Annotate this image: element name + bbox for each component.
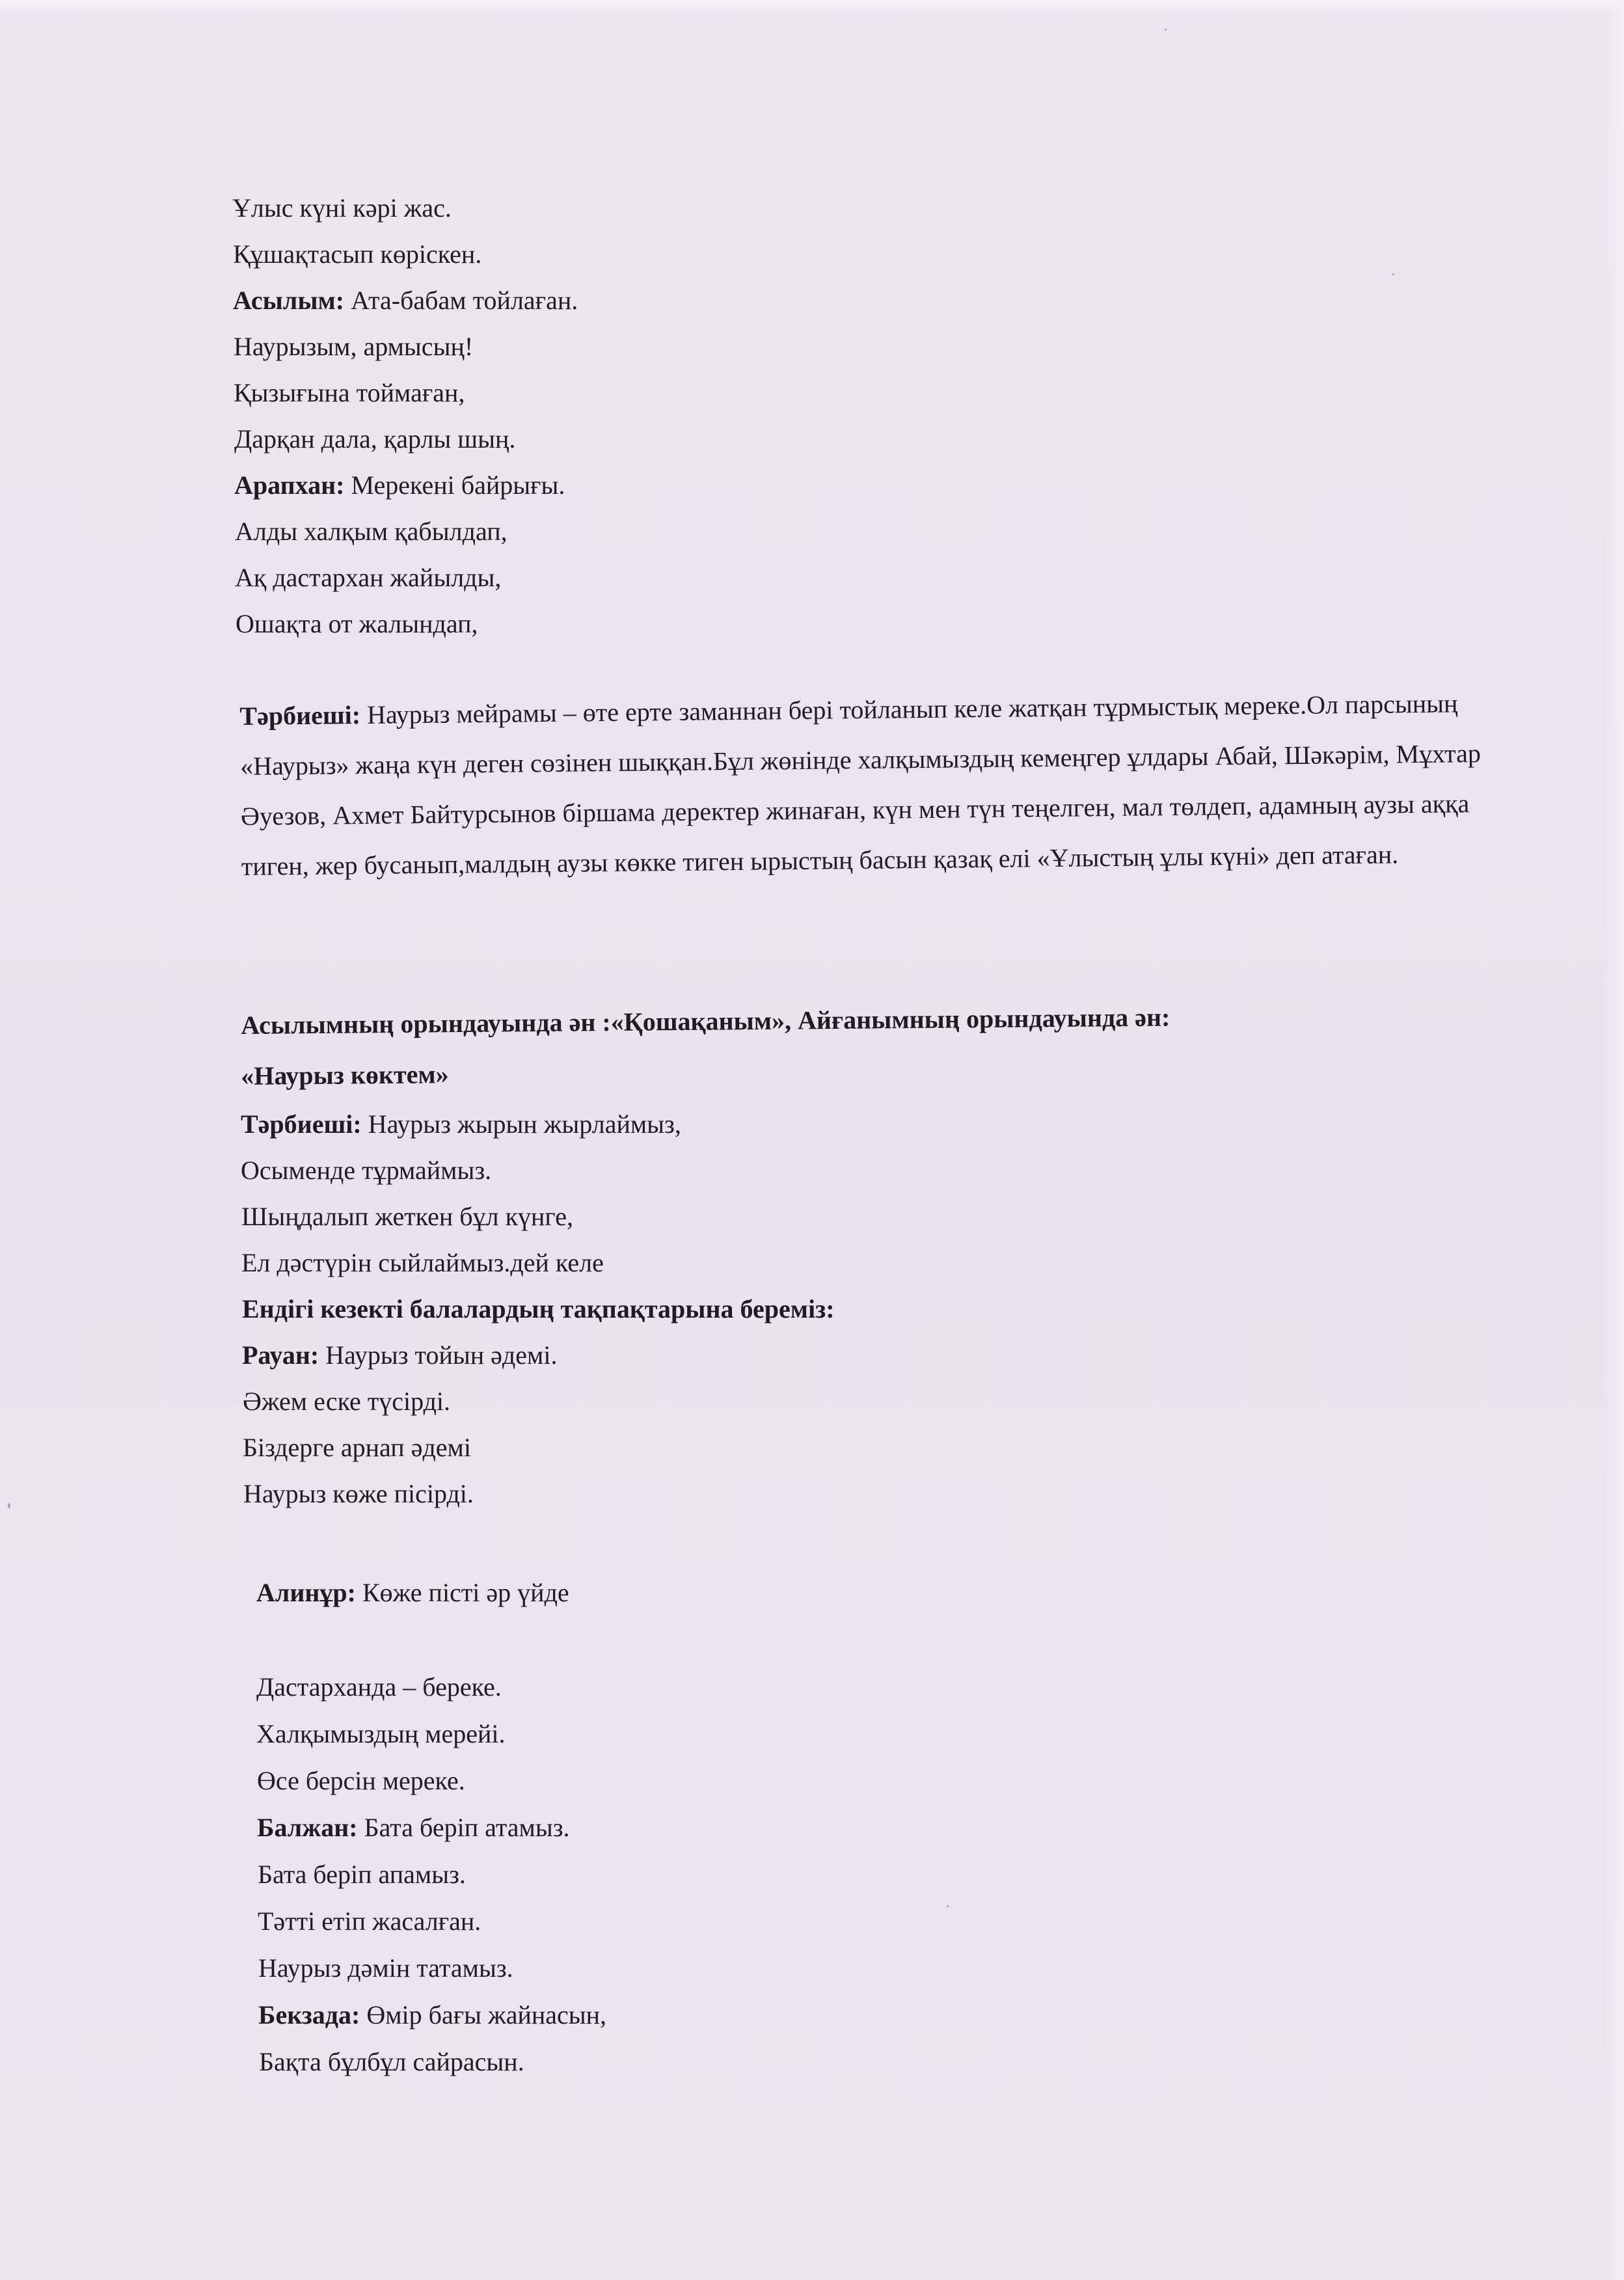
- scan-speck: [1165, 29, 1167, 31]
- scan-speck: [8, 1503, 10, 1508]
- verse-line: Ұлыс күні кәрі жас.: [232, 193, 452, 223]
- verse-line: Наурыз дәмін татамыз.: [258, 1953, 513, 1983]
- speaker-name: Арапхан:: [234, 470, 345, 500]
- song-heading-line-1: Асылымның орындауында ән :«Қошақаным», Айғанымның орындауында ән:: [241, 1002, 1171, 1040]
- verse-line: Дастарханда – береке.: [256, 1672, 502, 1702]
- verse-line: Наурызым, армысың!: [234, 332, 474, 361]
- speaker-name: Тәрбиеші:: [241, 1109, 362, 1139]
- verse-line: Шыңдалып жеткен бұл күнге,: [241, 1202, 574, 1231]
- scan-speck: [947, 1905, 949, 1907]
- speaker-name: Балжан:: [257, 1813, 358, 1842]
- verse-line: Алды халқым қабылдап,: [235, 517, 508, 546]
- verse-line: Наурыз көже пісірді.: [243, 1479, 474, 1508]
- scan-speck: [1392, 273, 1394, 275]
- verse-line: Құшақтасып көріскен.: [233, 239, 482, 269]
- section-instruction: Ендігі кезекті балалардың тақпақтарына береміз:: [242, 1294, 835, 1323]
- song-heading-line-2: «Наурыз көктем»: [241, 1059, 449, 1091]
- speaker-name: Тәрбиеші:: [239, 700, 361, 731]
- verse-line: Дарқан дала, қарлы шың.: [234, 424, 516, 454]
- speaker-name: Рауан:: [242, 1340, 319, 1370]
- verse-line: Балжан: Бата беріп атамыз.: [257, 1813, 570, 1842]
- verse-line: Бақта бұлбұл сайрасын.: [259, 2047, 524, 2076]
- verse-line: Алинұр: Көже пісті әр үйде: [256, 1578, 569, 1607]
- page-right-edge: [1604, 0, 1624, 2280]
- verse-line: Біздерге арнап әдемі: [243, 1433, 471, 1462]
- speaker-name: Бекзада:: [258, 2000, 360, 2029]
- verse-line: Тәтті етіп жасалған.: [258, 1907, 481, 1936]
- verse-line: Ақ дастархан жайылды,: [235, 563, 502, 592]
- verse-line: Асылым: Ата-бабам тойлаған.: [233, 286, 578, 315]
- verse-line: Өсе берсін мереке.: [257, 1766, 465, 1795]
- verse-line: Тәрбиеші: Наурыз жырын жырлаймыз,: [241, 1109, 681, 1139]
- verse-line: Ошақта от жалындап,: [236, 609, 478, 638]
- verse-line: Осымендe тұрмаймыз.: [241, 1156, 492, 1185]
- page-top-edge: [0, 0, 1624, 14]
- narrator-paragraph: Тәрбиеші: Наурыз мейрамы – өте ерте заманнан бері тойланып келе жатқан тұрмыстық мереке.Ол парсының «Наурыз» жаңа күн деген сөзінен шыққан.Бұл жөнінде халқымыздың кемеңгер ұлдары Абай, Шәкәрім, Мұхтар Әуезов, Ахмет Байтурсынов біршама деректер жинаған, күн мен түн теңелген, мал төлдеп, адамның аузы аққа тиген, жер бусанып,малдың аузы көкке тиген ырыстың басын қазақ елі «Ұлыстың ұлы күні» деп атаған.: [239, 688, 1482, 881]
- verse-line: [242, 1291, 835, 1327]
- verse-line: Қызығына тоймаған,: [234, 378, 465, 407]
- verse-line: Арапхан: Мерекені байрығы.: [234, 470, 565, 500]
- speaker-name: Алинұр:: [256, 1578, 356, 1607]
- verse-line: Рауан: Наурыз тойын әдемі.: [242, 1340, 558, 1370]
- verse-line: Ел дәстүрін сыйлаймыз.дей келе: [241, 1248, 604, 1277]
- verse-line: Әжем еске түсірді.: [243, 1387, 451, 1416]
- verse-line: Халқымыздың мерейі.: [256, 1719, 506, 1748]
- speaker-name: Асылым:: [233, 286, 345, 315]
- verse-line: Бекзада: Өмір бағы жайнасын,: [258, 2000, 607, 2029]
- verse-line: Бата беріп апамыз.: [258, 1860, 466, 1889]
